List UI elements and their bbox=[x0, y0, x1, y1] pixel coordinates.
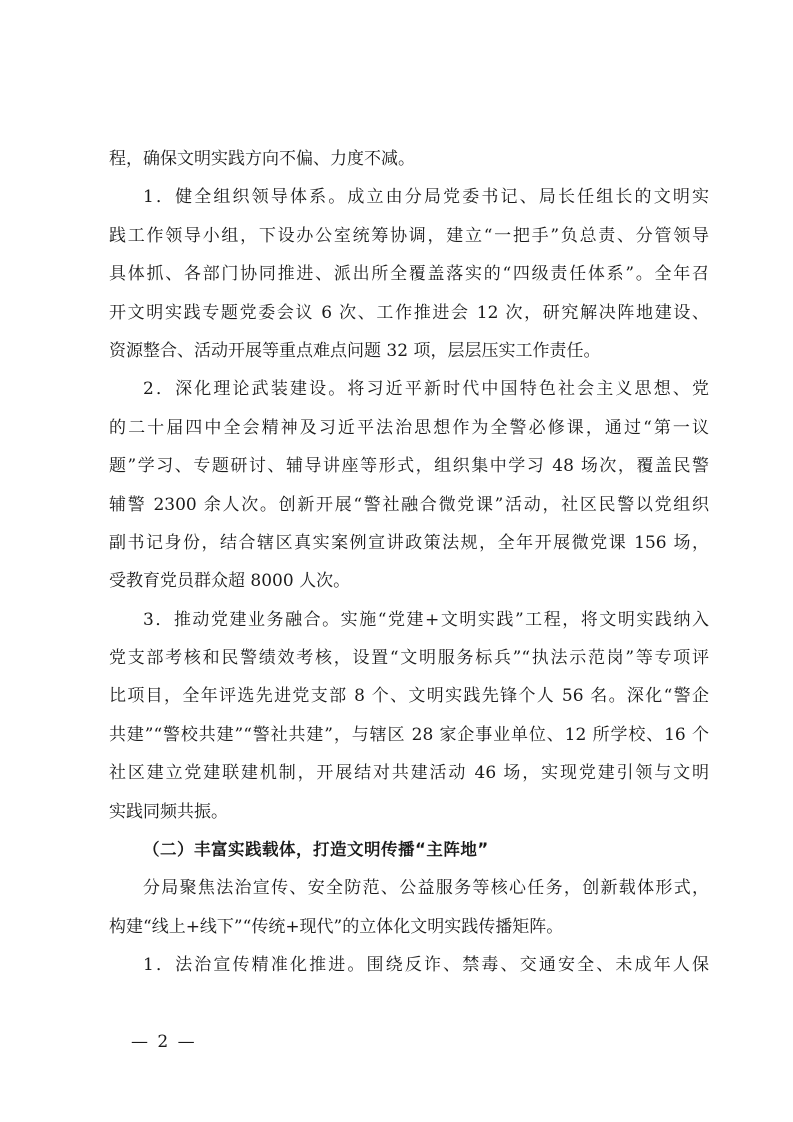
body-line: 辅警 2300 余人次。创新开展“警社融合微党课”活动，社区民警以党组织 bbox=[109, 494, 709, 515]
body-line: 程，确保文明实践方向不偏、力度不减。 bbox=[109, 149, 415, 169]
body-line: 3．推动党建业务融合。实施“党建+文明实践”工程，将文明实践纳入 bbox=[143, 609, 709, 630]
body-line: 1．法治宣传精准化推进。围绕反诈、禁毒、交通安全、未成年人保 bbox=[143, 955, 709, 976]
section-heading: （二）丰富实践载体，打造文明传播“主阵地” bbox=[143, 840, 489, 860]
body-line: 比项目，全年评选先进党支部 8 个、文明实践先锋个人 56 名。深化“警企 bbox=[109, 686, 709, 707]
body-line: 的二十届四中全会精神及习近平法治思想作为全警必修课，通过“第一议 bbox=[109, 417, 709, 438]
body-line: 共建”“警校共建”“警社共建”，与辖区 28 家企事业单位、12 所学校、16 个 bbox=[109, 724, 709, 745]
page-number: — 2 — bbox=[131, 1032, 197, 1052]
body-line: 2．深化理论武装建设。将习近平新时代中国特色社会主义思想、党 bbox=[143, 379, 709, 400]
document-body bbox=[109, 140, 709, 985]
body-line: 党支部考核和民警绩效考核，设置“文明服务标兵”“执法示范岗”等专项评 bbox=[109, 648, 709, 669]
body-line: 1．健全组织领导体系。成立由分局党委书记、局长任组长的文明实 bbox=[143, 187, 709, 208]
body-line: 分局聚焦法治宣传、安全防范、公益服务等核心任务，创新载体形式， bbox=[143, 878, 709, 899]
body-line: 题”学习、专题研讨、辅导讲座等形式，组织集中学习 48 场次，覆盖民警 bbox=[109, 456, 709, 477]
body-line: 社区建立党建联建机制，开展结对共建活动 46 场，实现党建引领与文明 bbox=[109, 763, 709, 784]
body-line: 受教育党员群众超 8000 人次。 bbox=[109, 571, 351, 592]
body-line: 开文明实践专题党委会议 6 次、工作推进会 12 次，研究解决阵地建设、 bbox=[109, 302, 709, 323]
body-line: 践工作领导小组，下设办公室统筹协调，建立“一把手”负总责、分管领导 bbox=[109, 225, 709, 246]
body-line: 具体抓、各部门协同推进、派出所全覆盖落实的“四级责任体系”。全年召 bbox=[109, 264, 709, 285]
body-line: 副书记身份，结合辖区真实案例宣讲政策法规，全年开展微党课 156 场， bbox=[109, 532, 709, 553]
body-line: 实践同频共振。 bbox=[109, 801, 228, 822]
body-line: 资源整合、活动开展等重点难点问题 32 项，层层压实工作责任。 bbox=[109, 340, 601, 361]
body-line: 构建“线上+线下”“传统+现代”的立体化文明实践传播矩阵。 bbox=[109, 916, 564, 937]
